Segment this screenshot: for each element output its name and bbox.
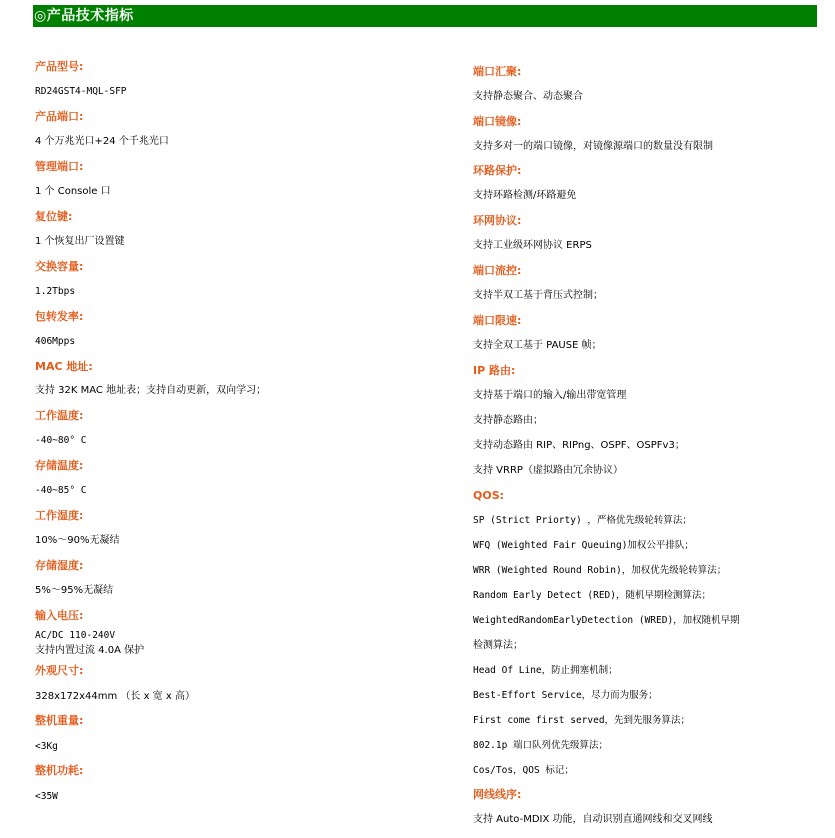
spec-value-qos-4: Random Early Detect (RED)，随机早期检测算法； xyxy=(473,590,711,601)
spec-value-ring-protocol: 支持工业级环网协议 ERPS xyxy=(473,240,592,251)
spec-label-port-mirror: 端口镜像: xyxy=(473,115,522,128)
spec-label-storage-temp: 存储温度: xyxy=(35,459,84,472)
spec-value-switch-capacity: 1.2Tbps xyxy=(35,286,76,297)
spec-label-switch-capacity: 交换容量: xyxy=(35,260,84,273)
spec-label-ring-protocol: 环网协议: xyxy=(473,214,522,227)
section-header-bar xyxy=(33,5,817,27)
spec-label-storage-humidity: 存储湿度: xyxy=(35,559,84,572)
spec-label-forwarding-rate: 包转发率: xyxy=(35,310,84,323)
spec-value-ip-routing-2: 支持静态路由； xyxy=(473,415,543,426)
section-title: ◎产品技术指标 xyxy=(34,8,134,24)
spec-value-qos-2: WFQ (Weighted Fair Queuing)加权公平排队； xyxy=(473,540,694,551)
spec-label-weight: 整机重量: xyxy=(35,714,84,727)
spec-label-ports: 产品端口: xyxy=(35,110,84,123)
spec-value-ip-routing-3: 支持动态路由 RIP、RIPng、OSPF、OSPFv3； xyxy=(473,440,685,451)
spec-value-ip-routing-1: 支持基于端口的输入/输出带宽管理 xyxy=(473,390,627,401)
spec-value-reset: 1 个恢复出厂设置键 xyxy=(35,236,125,247)
spec-value-qos-11: Cos/Tos，QOS 标记； xyxy=(473,765,574,776)
spec-value-ports: 4 个万兆光口+24 个千兆光口 xyxy=(35,136,169,147)
spec-value-dimensions: 328x172x44mm （长 x 宽 x 高） xyxy=(35,691,195,702)
spec-value-cabling: 支持 Auto-MDIX 功能，自动识别直通网线和交叉网线 xyxy=(473,814,713,825)
spec-value-mgmt-port: 1 个 Console 口 xyxy=(35,186,111,197)
spec-label-loop-protect: 环路保护: xyxy=(473,164,522,177)
spec-label-reset: 复位键: xyxy=(35,210,73,223)
spec-label-port-aggregation: 端口汇聚: xyxy=(473,65,522,78)
spec-label-dimensions: 外观尺寸: xyxy=(35,664,84,677)
spec-value-qos-9: First come first served，先到先服务算法； xyxy=(473,715,691,726)
spec-value-overcurrent: 支持内置过流 4.0A 保护 xyxy=(35,645,145,656)
spec-value-storage-temp: -40~85° C xyxy=(35,485,87,496)
spec-value-qos-8: Best-Effort Service，尽力而为服务； xyxy=(473,690,658,701)
spec-value-loop-protect: 支持环路检测/环路避免 xyxy=(473,190,577,201)
spec-value-mac: 支持 32K MAC 地址表；支持自动更新，双向学习； xyxy=(35,385,267,396)
spec-value-model: RD24GST4-MQL-SFP xyxy=(35,86,127,97)
spec-value-qos-6: 检测算法； xyxy=(473,640,523,651)
spec-value-power: <35W xyxy=(35,791,58,802)
spec-label-qos: QOS: xyxy=(473,489,505,502)
spec-value-forwarding-rate: 406Mpps xyxy=(35,336,76,347)
spec-value-qos-5: WeightedRandomEarlyDetection (WRED)，加权随机早期 xyxy=(473,615,740,626)
spec-label-input-voltage: 输入电压: xyxy=(35,609,84,622)
spec-value-qos-10: 802.1p 端口队列优先级算法； xyxy=(473,740,609,751)
spec-value-port-mirror: 支持多对一的端口镜像，对镜像源端口的数量没有限制 xyxy=(473,141,713,152)
spec-label-mac: MAC 地址: xyxy=(35,360,93,373)
spec-value-flow-control: 支持半双工基于背压式控制； xyxy=(473,290,603,301)
spec-label-cabling: 网线线序: xyxy=(473,788,522,801)
spec-label-flow-control: 端口流控: xyxy=(473,264,522,277)
spec-value-operating-temp: -40~80° C xyxy=(35,435,87,446)
spec-label-power: 整机功耗: xyxy=(35,764,84,777)
spec-value-input-voltage: AC/DC 110-240V xyxy=(35,630,116,641)
spec-value-storage-humidity: 5%～95%无凝结 xyxy=(35,585,114,596)
spec-label-model: 产品型号: xyxy=(35,60,84,73)
spec-value-port-aggregation: 支持静态聚合、动态聚合 xyxy=(473,91,583,102)
spec-label-operating-humidity: 工作湿度: xyxy=(35,509,84,522)
spec-value-ip-routing-4: 支持 VRRP（虚拟路由冗余协议） xyxy=(473,465,623,476)
spec-value-operating-humidity: 10%～90%无凝结 xyxy=(35,535,120,546)
spec-value-rate-limit: 支持全双工基于 PAUSE 帧； xyxy=(473,340,602,351)
spec-label-operating-temp: 工作温度: xyxy=(35,409,84,422)
spec-label-ip-routing: IP 路由: xyxy=(473,364,516,377)
spec-value-weight: <3Kg xyxy=(35,741,58,752)
spec-value-qos-7: Head Of Line，防止拥塞机制； xyxy=(473,665,618,676)
spec-value-qos-1: SP (Strict Priorty) ，严格优先级轮转算法； xyxy=(473,515,692,526)
spec-value-qos-3: WRR (Weighted Round Robin)，加权优先级轮转算法； xyxy=(473,565,727,576)
spec-label-mgmt-port: 管理端口: xyxy=(35,160,84,173)
spec-label-rate-limit: 端口限速: xyxy=(473,314,522,327)
